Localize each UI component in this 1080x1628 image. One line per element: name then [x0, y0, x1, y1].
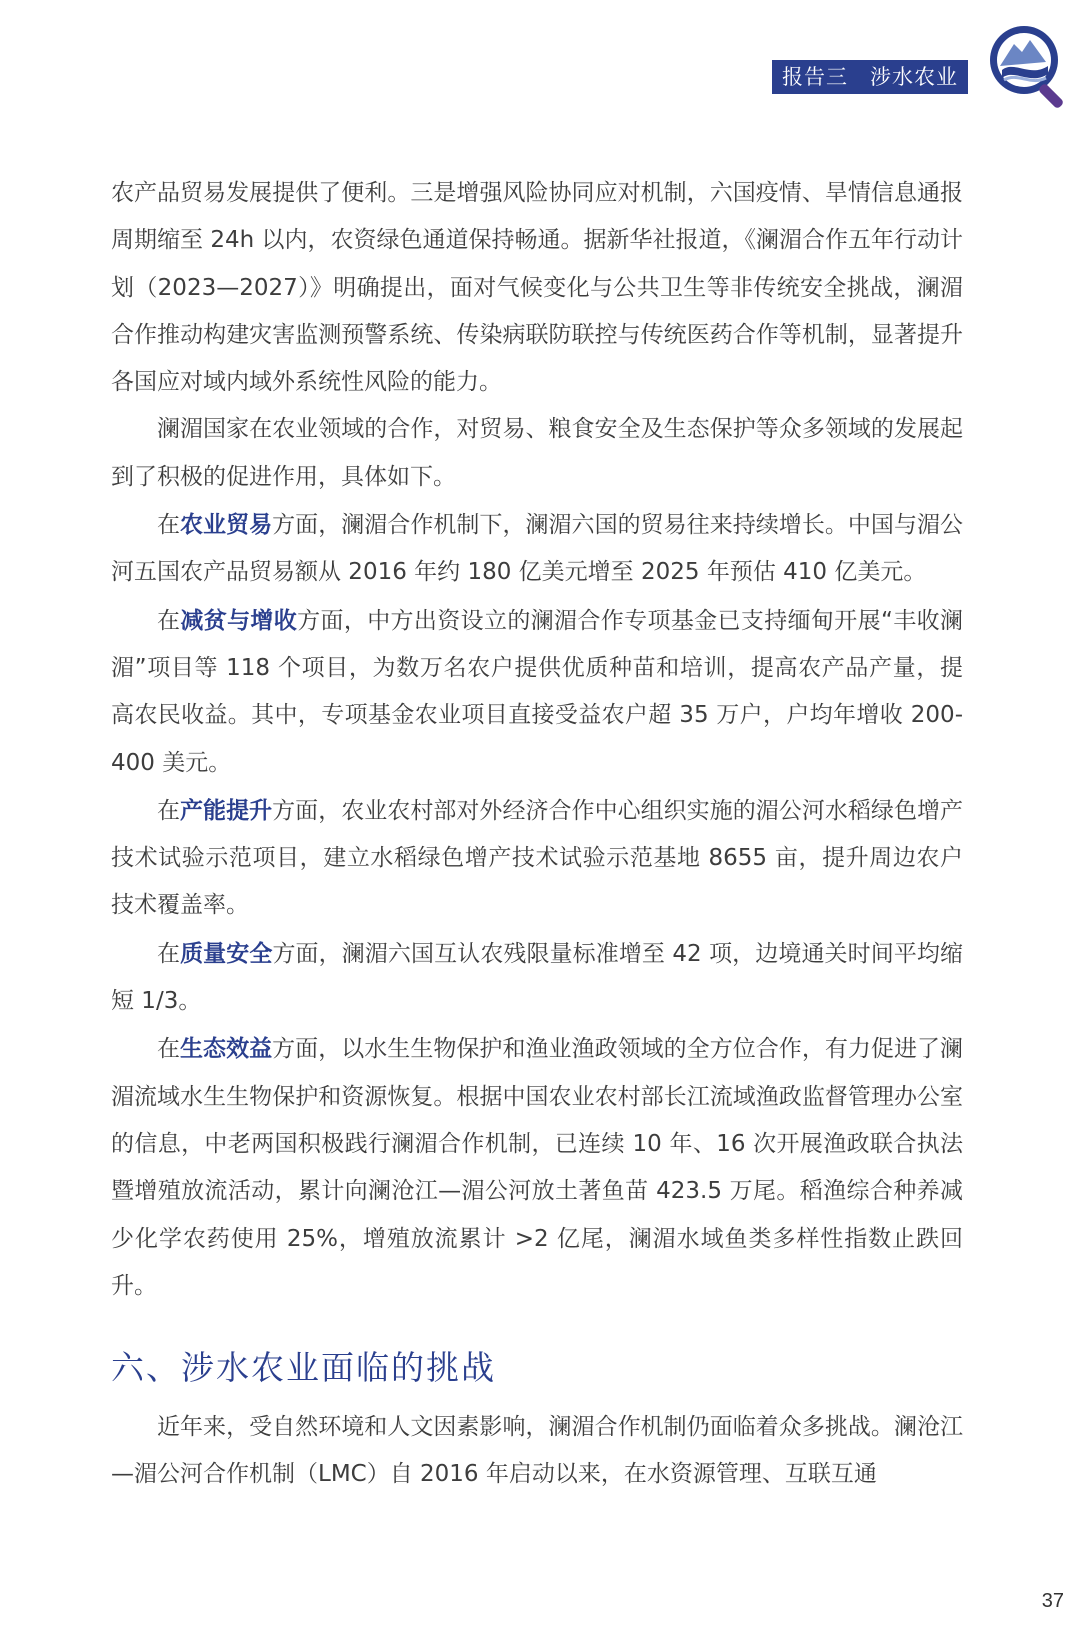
- paragraph: 农产品贸易发展提供了便利。三是增强风险协同应对机制，六国疫情、旱情信息通报周期缩至 24h 以内，农资绿色通道保持畅通。据新华社报道，《澜湄合作五年行动计划（2023—2027）》明确提出，面对气候变化与公共卫生等非传统安全挑战，澜湄合作推动构建灾害监测预警系统、传染病联防联控与传统医药合作等机制，显著提升各国应对域内域外系统性风险的能力。: [111, 180, 963, 396]
- paragraph: 近年来，受自然环境和人文因素影响，澜湄合作机制仍面临着众多挑战。澜沧江—湄公河合作机制（LMC）自 2016 年启动以来，在水资源管理、互联互通: [111, 1414, 963, 1488]
- paragraph-body: 方面，中方出资设立的澜湄合作专项基金已支持缅甸开展“丰收澜湄”项目等 118 个项目，为数万名农户提供优质种苗和培训，提高农产品产量，提高农民收益。其中，专项基金农业项目直接受益农户超 35 万户，户均年增收 200-400 美元。: [111, 607, 964, 776]
- paragraph: 澜湄国家在农业领域的合作，对贸易、粮食安全及生态保护等众多领域的发展起到了积极的促进作用，具体如下。: [111, 416, 963, 490]
- page-number: 37: [1041, 1590, 1064, 1612]
- paragraph-ecological: [111, 1025, 963, 1310]
- body-text: [111, 170, 963, 1310]
- keyword-highlight: 生态效益: [180, 1035, 273, 1063]
- paragraph-prefix: 在: [157, 797, 181, 824]
- paragraph-body: 方面，澜湄合作机制下，澜湄六国的贸易往来持续增长。中国与湄公河五国农产品贸易额从 2016 年约 180 亿美元增至 2025 年预估 410 亿美元。: [111, 512, 964, 586]
- paragraph-prefix: 在: [157, 512, 181, 539]
- paragraph-capacity: [111, 787, 963, 930]
- paragraph-body: 方面，以水生生物保护和渔业渔政领域的全方位合作，有力促进了澜湄流域水生生物保护和资源恢复。根据中国农业农村部长江流域渔政监督管理办公室的信息，中老两国积极践行澜湄合作机制，已连续 10 年、16 次开展渔政联合执法暨增殖放流活动，累计向澜沧江—湄公河放土著鱼苗 423.5 万尾。稻渔综合种养减少化学农药使用 25%，增殖放流累计 >2 亿尾，澜湄水域鱼类多样性指数止跌回升。: [111, 1036, 964, 1299]
- paragraph-quality-safety: [111, 930, 963, 1026]
- paragraph-body: 方面，农业农村部对外经济合作中心组织实施的湄公河水稻绿色增产技术试验示范项目，建立水稻绿色增产技术试验示范基地 8655 亩，提升周边农户技术覆盖率。: [111, 797, 964, 919]
- paragraph-agricultural-trade: [111, 501, 963, 597]
- paragraph-prefix: 在: [157, 607, 181, 634]
- keyword-highlight: 质量安全: [180, 939, 273, 967]
- section-body-text: [111, 1404, 963, 1499]
- paragraph-poverty-reduction: [111, 597, 963, 787]
- paragraph-prefix: 在: [157, 1036, 181, 1063]
- section-heading: 六、涉水农业面临的挑战: [111, 1348, 496, 1387]
- keyword-highlight: 减贫与增收: [180, 606, 298, 634]
- report-logo-icon: [982, 20, 1078, 112]
- keyword-highlight: 产能提升: [180, 796, 273, 824]
- report-section-tag: 报告三 涉水农业: [772, 60, 968, 94]
- paragraph-prefix: 在: [157, 940, 181, 967]
- keyword-highlight: 农业贸易: [180, 511, 273, 539]
- paragraph-body: 方面，澜湄六国互认农残限量标准增至 42 项，边境通关时间平均缩短 1/3。: [111, 940, 964, 1015]
